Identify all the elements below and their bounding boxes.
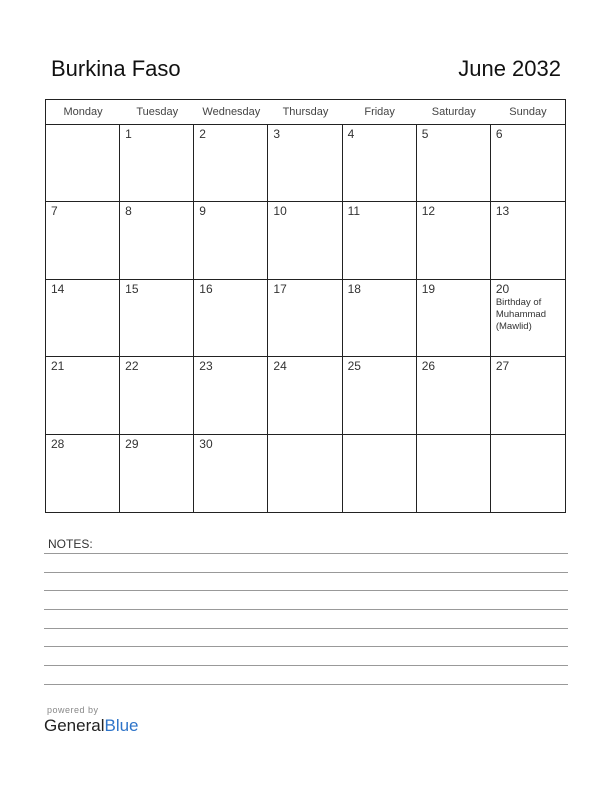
day-cell[interactable] — [343, 435, 417, 512]
day-cell[interactable] — [268, 357, 342, 434]
day-number: 17 — [273, 281, 287, 296]
day-number: 4 — [347, 127, 355, 141]
day-number: 11 — [347, 204, 361, 219]
weekday-tuesday: Tuesday — [136, 106, 179, 118]
day-cell[interactable] — [120, 202, 194, 279]
day-cell[interactable] — [120, 125, 194, 202]
day-cell[interactable] — [343, 280, 417, 357]
day-cell[interactable] — [417, 280, 491, 357]
day-cell[interactable] — [46, 280, 120, 357]
day-cell[interactable] — [343, 202, 417, 279]
brand-blue: Blue — [104, 716, 139, 735]
day-number: 26 — [421, 359, 436, 374]
day-number: 2 — [199, 127, 206, 141]
day-grid — [46, 125, 565, 512]
day-cell[interactable] — [194, 435, 268, 512]
note-line — [44, 665, 568, 666]
day-cell[interactable] — [46, 435, 120, 512]
day-number: 28 — [51, 436, 65, 451]
note-line — [44, 609, 568, 610]
note-line — [44, 684, 568, 685]
brand-wordmark — [44, 716, 139, 736]
day-number: 22 — [125, 359, 139, 374]
day-cell[interactable] — [120, 435, 194, 512]
day-cell[interactable] — [417, 357, 491, 434]
day-cell[interactable] — [194, 202, 268, 279]
weekday-sunday: Sunday — [509, 106, 547, 118]
note-line — [44, 572, 568, 573]
day-cell[interactable] — [268, 280, 342, 357]
day-cell[interactable] — [194, 125, 268, 202]
day-cell[interactable] — [120, 280, 194, 357]
note-line — [44, 628, 568, 629]
day-number: 15 — [125, 281, 139, 296]
day-cell[interactable] — [417, 125, 491, 202]
day-number: 10 — [273, 204, 287, 219]
calendar-grid — [45, 99, 566, 513]
brand-general: General — [44, 716, 105, 735]
day-number: 30 — [199, 436, 213, 451]
day-cell[interactable] — [491, 357, 565, 434]
note-line — [44, 553, 568, 554]
day-number: 1 — [125, 127, 132, 141]
day-number: 21 — [51, 359, 65, 374]
day-number: 9 — [199, 204, 206, 219]
day-number: 6 — [495, 127, 503, 141]
country-title: Burkina Faso — [51, 56, 181, 81]
day-number: 5 — [421, 127, 429, 141]
weekday-thursday: Thursday — [282, 106, 329, 118]
day-cell[interactable] — [343, 125, 417, 202]
day-number: 27 — [495, 359, 510, 374]
day-cell[interactable] — [491, 125, 565, 202]
day-number: 7 — [51, 204, 58, 219]
day-number: 14 — [51, 281, 65, 296]
day-cell[interactable] — [194, 280, 268, 357]
note-line — [44, 646, 568, 647]
day-cell[interactable] — [120, 357, 194, 434]
day-number: 3 — [273, 127, 281, 141]
day-cell[interactable] — [46, 357, 120, 434]
day-cell[interactable] — [417, 435, 491, 512]
notes-label: NOTES: — [48, 537, 93, 551]
day-cell[interactable] — [491, 280, 565, 357]
powered-by-text: powered by — [47, 705, 99, 715]
day-number: 23 — [199, 359, 213, 374]
day-number: 16 — [199, 281, 213, 296]
day-number: 12 — [421, 204, 436, 219]
day-number: 29 — [125, 436, 139, 451]
day-cell[interactable] — [491, 435, 565, 512]
day-number: 8 — [125, 204, 132, 219]
day-cell[interactable] — [46, 125, 120, 202]
day-number: 19 — [421, 281, 436, 296]
day-cell[interactable] — [343, 357, 417, 434]
generalblue-logo[interactable] — [44, 705, 139, 736]
note-line — [44, 590, 568, 591]
day-number: 20 — [495, 281, 510, 296]
day-number: 25 — [347, 359, 361, 374]
day-number: 13 — [495, 204, 510, 219]
weekday-wednesday: Wednesday — [202, 106, 261, 118]
day-cell[interactable] — [268, 435, 342, 512]
weekday-header-row — [46, 100, 565, 125]
weekday-friday: Friday — [364, 106, 395, 118]
day-cell[interactable] — [417, 202, 491, 279]
day-number: 18 — [347, 281, 361, 296]
day-number: 24 — [273, 359, 287, 374]
day-cell[interactable] — [194, 357, 268, 434]
weekday-monday: Monday — [63, 106, 103, 118]
month-year-title: June 2032 — [458, 56, 561, 81]
day-cell[interactable] — [46, 202, 120, 279]
holiday-label: Birthday of Muhammad (Mawlid) — [495, 296, 547, 332]
day-cell[interactable] — [491, 202, 565, 279]
weekday-saturday: Saturday — [431, 106, 476, 118]
day-cell[interactable] — [268, 202, 342, 279]
day-cell[interactable] — [268, 125, 342, 202]
